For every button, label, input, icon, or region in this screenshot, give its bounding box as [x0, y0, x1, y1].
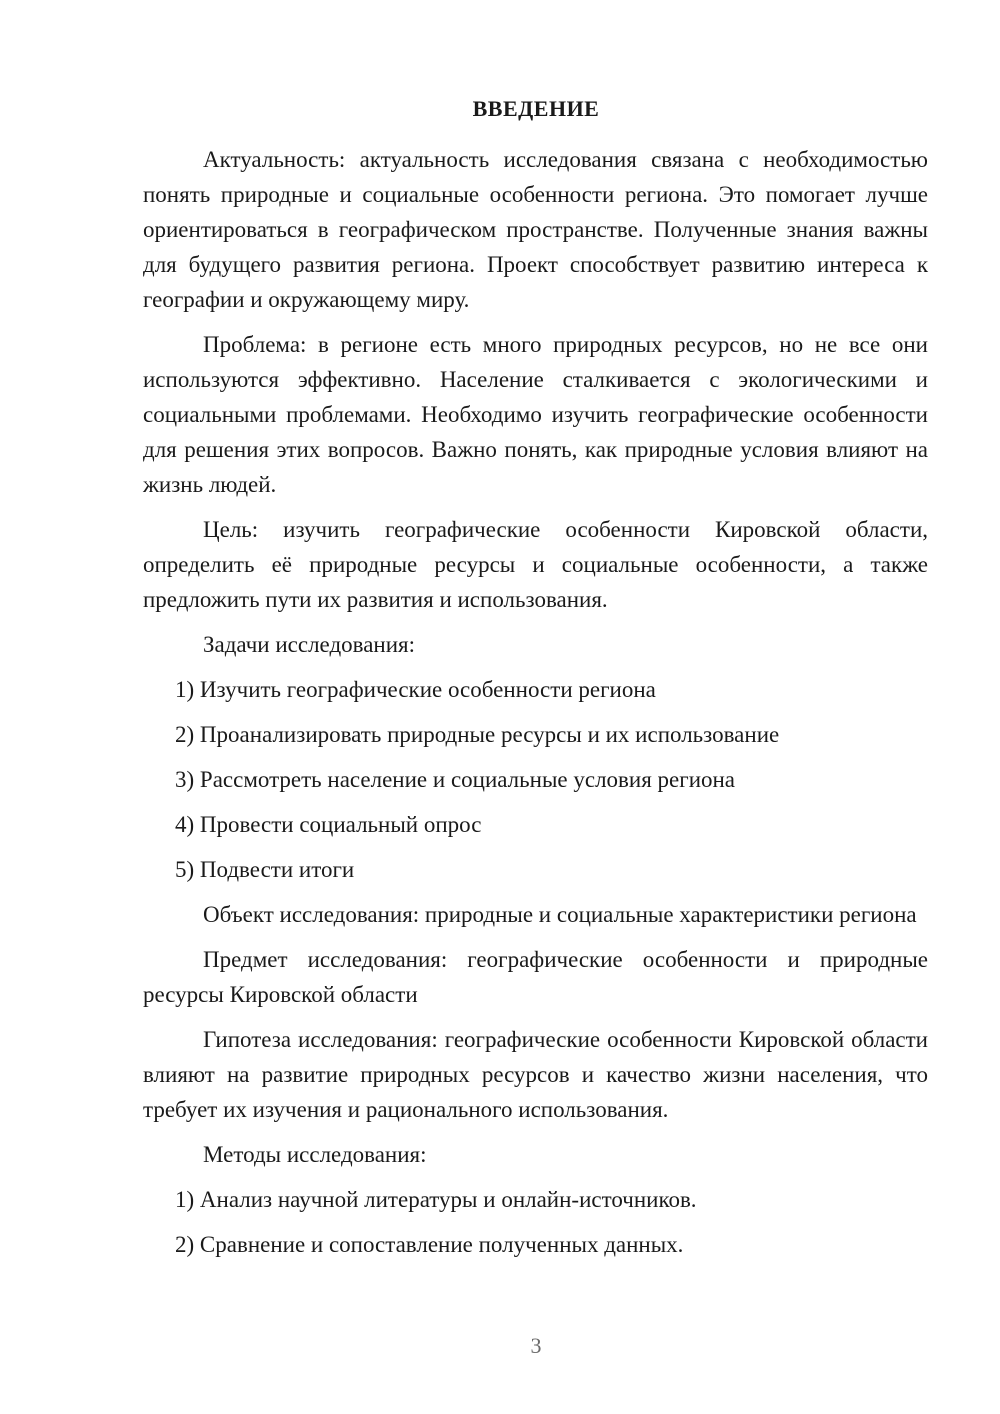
- page-number: 3: [530, 1333, 542, 1358]
- paragraph-subject: Предмет исследования: географические особенности и природные ресурсы Кировской области: [143, 947, 928, 1007]
- task-item: 1) Изучить географические особенности региона: [175, 677, 656, 702]
- section-title: ВВЕДЕНИЕ: [472, 96, 600, 121]
- paragraph-problem: Проблема: в регионе есть много природных ресурсов, но не все они используются эффективно. Население сталкивается с экологическими и социальными проблемами. Необходимо изучить географические особенности для решения этих вопросов. Важно понять, как природные условия влияют на жизнь людей.: [143, 332, 928, 497]
- paragraph-hypothesis: Гипотеза исследования: географические особенности Кировской области влияют на развитие природных ресурсов и качество жизни населения, что требует их изучения и рационального использования.: [143, 1027, 928, 1122]
- paragraph-goal: Цель: изучить географические особенности Кировской области, определить её природные ресурсы и социальные особенности, а также предложить пути их развития и использования.: [143, 517, 928, 612]
- paragraph-relevance: Актуальность: актуальность исследования связана с необходимостью понять природные и социальные особенности региона. Это помогает лучше ориентироваться в географическом пространстве. Полученные знания важны для будущего развития региона. Проект способствует развитию интереса к географии и окружающему миру.: [143, 147, 928, 312]
- task-item: 2) Проанализировать природные ресурсы и их использование: [175, 722, 780, 747]
- method-item: 1) Анализ научной литературы и онлайн-источников.: [175, 1187, 697, 1212]
- paragraph-object: Объект исследования: природные и социальные характеристики региона: [203, 902, 917, 927]
- document-body: [143, 142, 928, 1272]
- tasks-heading: Задачи исследования:: [203, 632, 416, 657]
- task-item: 5) Подвести итоги: [175, 857, 355, 882]
- methods-heading: Методы исследования:: [203, 1142, 427, 1167]
- task-item: 4) Провести социальный опрос: [175, 812, 482, 837]
- method-item: 2) Сравнение и сопоставление полученных данных.: [175, 1232, 684, 1257]
- task-item: 3) Рассмотреть население и социальные условия региона: [175, 767, 736, 792]
